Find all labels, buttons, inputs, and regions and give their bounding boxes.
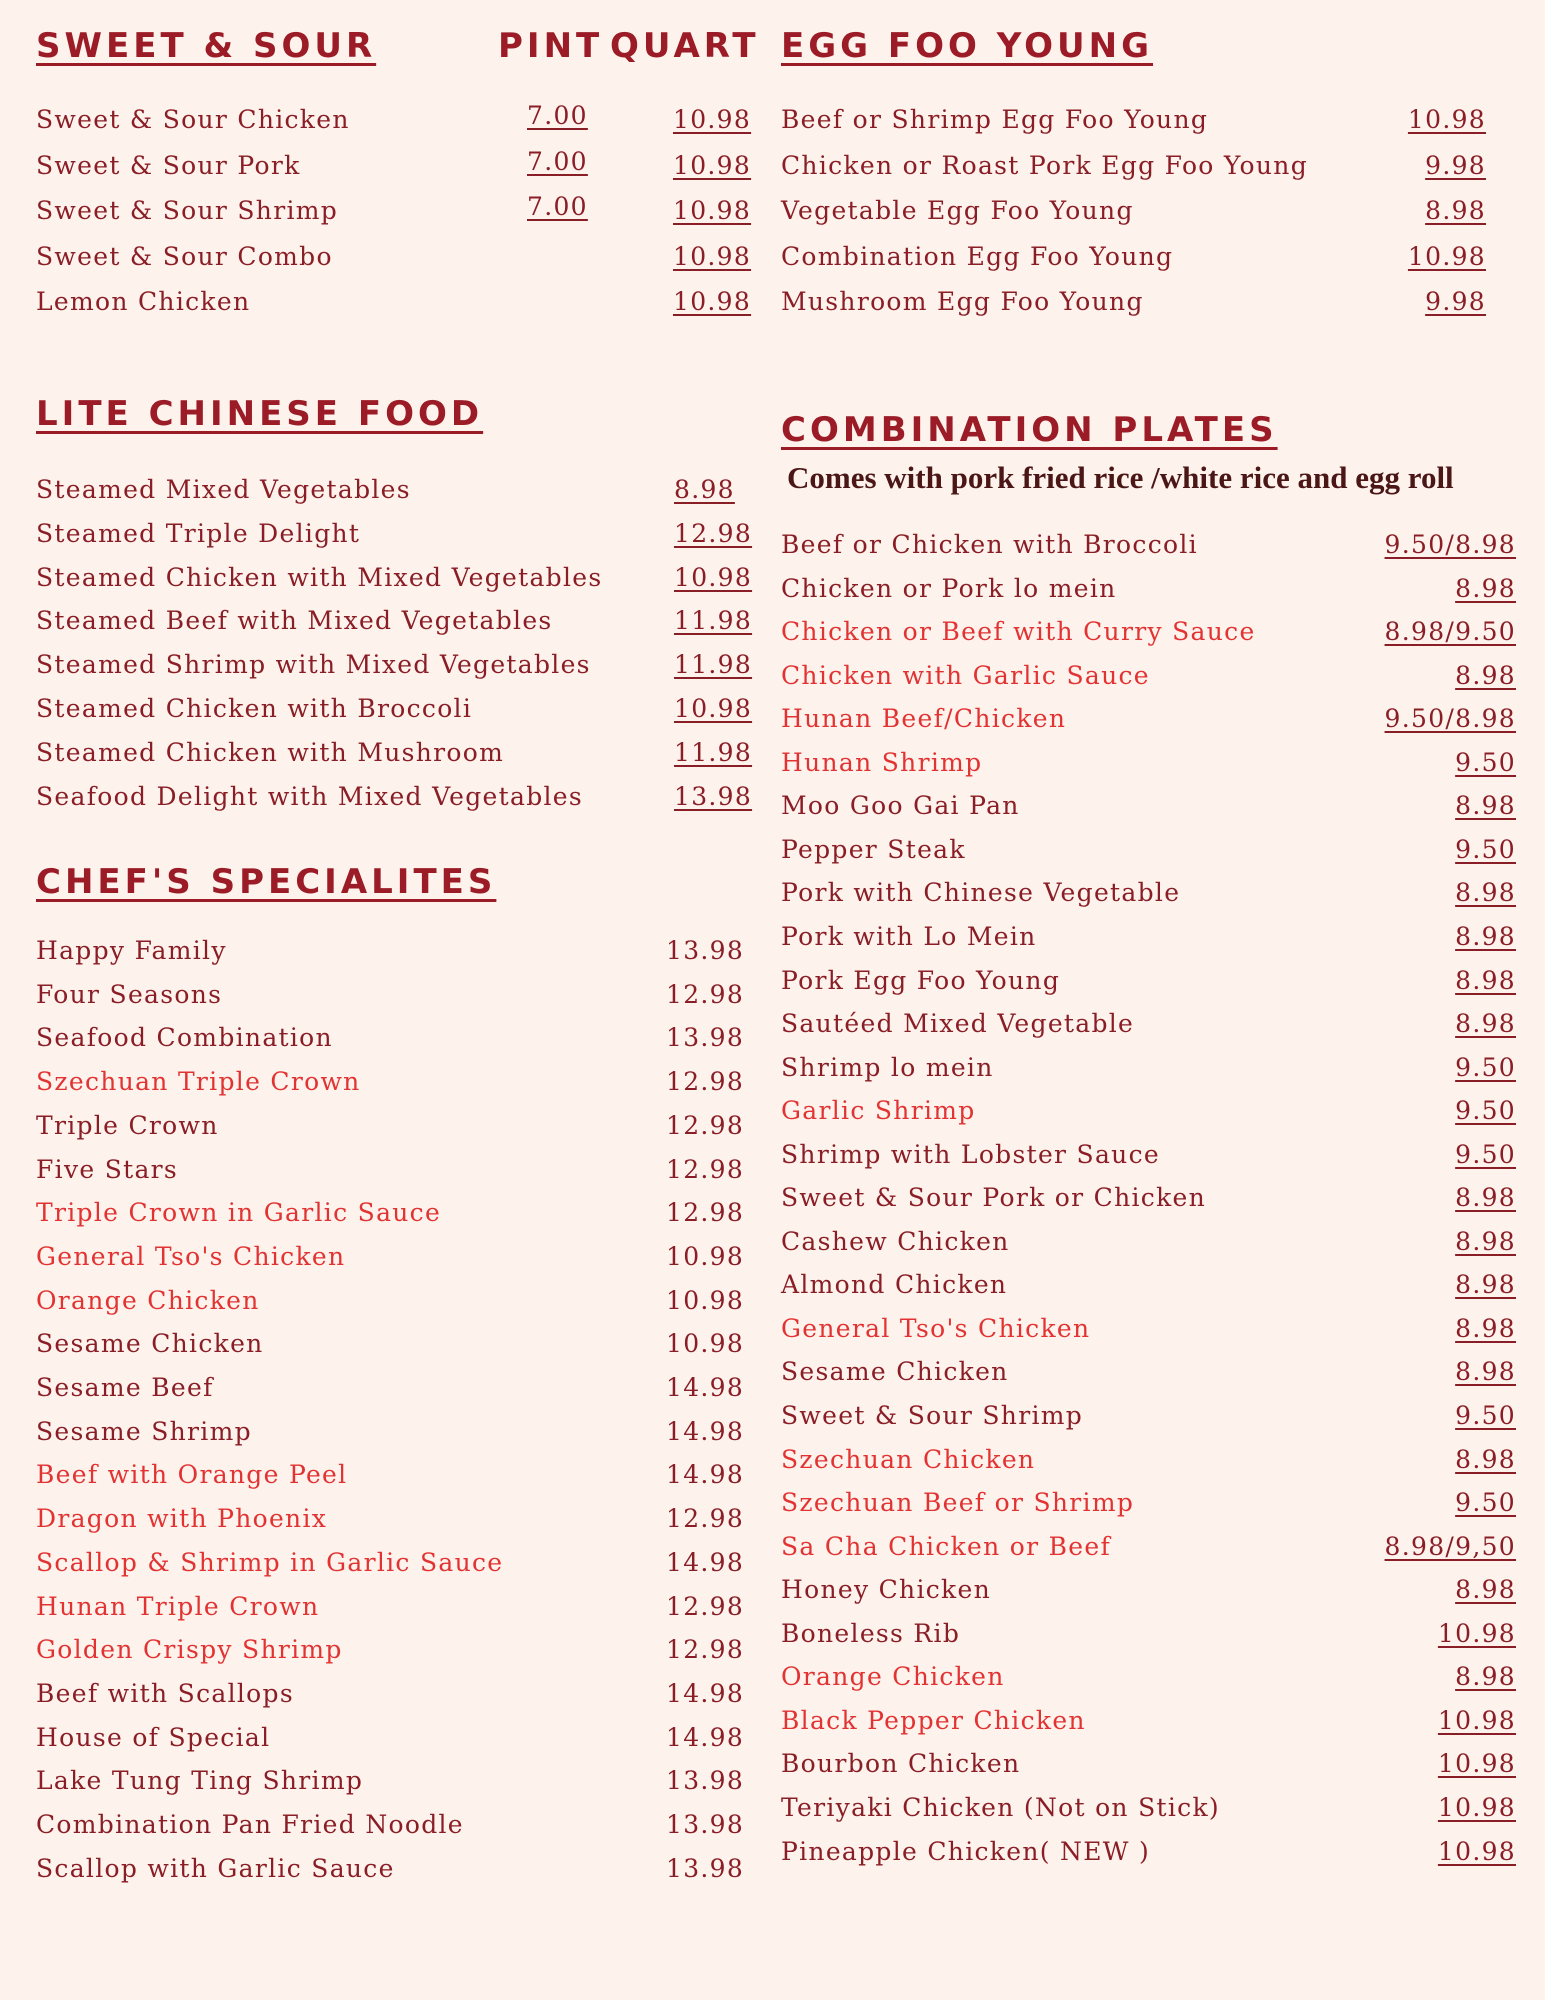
item-name: Steamed Chicken with Broccoli [36,694,473,723]
item-name: Garlic Shrimp [781,1096,976,1126]
menu-item-row [781,525,1516,565]
item-name: Hunan Triple Crown [36,1591,320,1621]
item-name: Mushroom Egg Foo Young [781,287,1144,316]
item-name: Steamed Beef with Mixed Vegetables [36,606,553,636]
item-name: Shrimp lo mein [781,1052,994,1082]
menu-item-row [36,282,756,322]
item-price: 9.50 [1455,1096,1516,1126]
item-name: Almond Chicken [781,1270,1008,1300]
item-price: 8.98 [1455,660,1516,690]
menu-item-row [781,1701,1516,1741]
menu-item-row [781,1527,1516,1567]
item-name: Steamed Chicken with Mushroom [36,737,505,767]
item-name: Sesame Shrimp [36,1416,252,1446]
menu-item-row [781,873,1516,913]
item-name: Szechuan Triple Crown [36,1067,361,1097]
menu-item-row [36,1368,756,1408]
item-name: Steamed Mixed Vegetables [36,475,411,504]
item-name: Cashew Chicken [781,1226,1010,1256]
menu-item-row [36,975,756,1015]
menu-item-row [781,1309,1516,1349]
item-name: Seafood Combination [36,1023,333,1053]
menu-item-row [36,1718,756,1758]
item-price: 8.98 [1455,573,1516,603]
item-price: 8.98 [1455,965,1516,995]
item-price: 8.98 [1455,878,1516,908]
item-name: Honey Chicken [781,1575,991,1605]
lite-chinese-food-title: LITE CHINESE FOOD [36,394,484,434]
item-name: Happy Family [36,936,227,965]
menu-item-row [781,1657,1516,1697]
menu-item-row [36,1761,756,1801]
item-name: Pork Egg Foo Young [781,965,1061,995]
menu-item-row [781,191,1486,231]
menu-item-row [36,1674,756,1714]
item-price: 8.98 [1455,1009,1516,1039]
menu-item-row [36,1281,756,1321]
item-price: 8.98 [1455,1270,1516,1300]
item-name: Combination Egg Foo Young [781,241,1174,271]
item-name: Pork with Chinese Vegetable [781,878,1181,908]
menu-item-row [36,146,756,186]
menu-item-row [36,1237,756,1277]
item-name: Sweet & Sour Shrimp [36,196,339,225]
item-price: 9.50/8.98 [1384,530,1516,559]
item-price: 8.98 [1455,1226,1516,1256]
item-name: Triple Crown [36,1110,219,1140]
item-name: Sa Cha Chicken or Beef [781,1531,1112,1561]
item-price: 14.98 [666,1722,745,1752]
menu-item-row [781,1483,1516,1523]
menu-item-row [781,1048,1516,1088]
menu-item-row [36,1324,756,1364]
item-name: Four Seasons [36,979,223,1009]
menu-item-row [36,733,756,773]
item-name: Sesame Chicken [36,1329,264,1359]
item-price: 10.98 [1407,105,1486,134]
menu-item-row [781,146,1486,186]
item-name: Beef with Scallops [36,1678,294,1708]
menu-item-row [36,1412,756,1452]
menu-item-row [36,1106,756,1146]
menu-item-row [781,1832,1516,1872]
item-price: 13.98 [666,1023,745,1053]
menu-item-row [36,1543,756,1583]
item-price: 8.98 [1455,791,1516,821]
menu-item-row [781,1614,1516,1654]
menu-item-row [781,1396,1516,1436]
item-name: Five Stars [36,1154,179,1184]
egg-foo-young-title: EGG FOO YOUNG [781,26,1154,66]
item-price: 9.50 [1455,1401,1516,1430]
item-price: 10.98 [666,1329,745,1359]
menu-item-row [781,237,1486,277]
menu-item-row [36,1455,756,1495]
menu-item-row [36,1849,756,1889]
item-price: 14.98 [666,1678,745,1708]
item-name: Sautéed Mixed Vegetable [781,1009,1135,1039]
item-name: Shrimp with Lobster Sauce [781,1139,1160,1169]
item-name: Sesame Chicken [781,1357,1009,1387]
item-name: Teriyaki Chicken (Not on Stick) [781,1792,1220,1822]
menu-item-row [781,1091,1516,1131]
menu-item-row [36,1150,756,1190]
menu-item-row [781,961,1516,1001]
item-price: 8.98 [1455,1357,1516,1387]
item-price: 14.98 [666,1416,745,1446]
item-price: 13.98 [666,936,745,965]
item-price: 13.98 [666,1810,745,1839]
item-name: Lake Tung Ting Shrimp [36,1766,364,1796]
menu-item-row [781,699,1516,739]
menu-item-row [781,569,1516,609]
item-price: 12.98 [666,1067,745,1097]
item-price: 10.98 [1437,1836,1516,1866]
item-name: Moo Goo Gai Pan [781,791,1020,821]
menu-item-row [36,1587,756,1627]
item-name: Pepper Steak [781,834,966,864]
item-name: Beef with Orange Peel [36,1460,348,1490]
item-name: Pork with Lo Mein [781,921,1037,951]
menu-item-row [781,743,1516,783]
item-name: Chicken or Roast Pork Egg Foo Young [781,150,1308,180]
item-name: Chicken or Beef with Curry Sauce [781,617,1256,647]
item-name: Orange Chicken [781,1662,1005,1692]
menu-item-row [781,1178,1516,1218]
item-price: 9.50 [1455,1139,1516,1169]
item-price: 8.98 [1455,1313,1516,1343]
item-name: Dragon with Phoenix [36,1504,328,1534]
item-price: 12.98 [666,1591,745,1621]
menu-item-row [781,830,1516,870]
menu-item-row [781,1004,1516,1044]
sweet-sour-title: SWEET & SOUR [36,26,377,66]
combination-plates-title: COMBINATION PLATES [781,410,1278,450]
item-price: 11.98 [674,650,753,680]
item-price: 12.98 [674,518,753,548]
item-name: General Tso's Chicken [36,1241,346,1271]
menu-item-row [36,237,756,277]
item-price: 10.98 [674,562,753,592]
pint-price: 7.00 [527,101,588,130]
item-price: 12.98 [666,1198,745,1228]
item-name: Seafood Delight with Mixed Vegetables [36,781,584,811]
item-name: Sweet & Sour Shrimp [781,1401,1084,1430]
item-name: Beef or Shrimp Egg Foo Young [781,105,1209,134]
item-price: 10.98 [1437,1618,1516,1648]
pint-price: 7.00 [527,146,588,176]
item-name: Boneless Rib [781,1618,961,1648]
item-price: 9.50 [1455,747,1516,777]
item-name: Hunan Beef/Chicken [781,704,1067,734]
item-price: 9.50 [1455,834,1516,864]
item-name: Hunan Shrimp [781,747,983,777]
item-name: Vegetable Egg Foo Young [781,196,1134,225]
item-price: 12.98 [666,1154,745,1184]
item-name: Pineapple Chicken( NEW ) [781,1836,1151,1866]
quart-price: 10.98 [673,105,752,134]
item-name: Sesame Beef [36,1373,214,1402]
item-price: 9.98 [1425,150,1486,180]
item-price: 8.98/9.50 [1384,617,1516,647]
menu-item-row [36,931,756,971]
menu-item-row [36,1630,756,1670]
pint-column-header: PINT [498,26,604,66]
item-price: 10.98 [1437,1749,1516,1779]
quart-price: 10.98 [673,150,752,180]
item-name: Orange Chicken [36,1285,260,1315]
item-name: Steamed Triple Delight [36,518,361,548]
item-name: Beef or Chicken with Broccoli [781,530,1198,559]
menu-item-row [36,100,756,140]
item-price: 10.98 [1437,1705,1516,1735]
menu-item-row [781,786,1516,826]
item-name: Sweet & Sour Combo [36,241,333,271]
menu-item-row [36,689,756,729]
item-name: Chicken with Garlic Sauce [781,660,1150,690]
item-price: 9.98 [1425,287,1486,316]
item-name: Szechuan Beef or Shrimp [781,1488,1135,1518]
menu-item-row [36,1062,756,1102]
item-price: 9.50/8.98 [1384,704,1516,734]
menu-item-row [36,514,756,554]
item-price: 10.98 [1407,241,1486,271]
item-price: 12.98 [666,979,745,1009]
item-price: 8.98 [1425,196,1486,225]
menu-item-row [781,917,1516,957]
item-price: 14.98 [666,1373,745,1402]
item-price: 13.98 [674,781,753,811]
item-price: 12.98 [666,1635,745,1665]
menu-item-row [781,1135,1516,1175]
item-name: Bourbon Chicken [781,1749,1021,1779]
menu-item-row [36,601,756,641]
item-price: 8.98 [674,475,735,504]
item-price: 13.98 [666,1766,745,1796]
item-name: Golden Crispy Shrimp [36,1635,343,1665]
quart-price: 10.98 [673,196,752,225]
item-name: Triple Crown in Garlic Sauce [36,1198,442,1228]
item-price: 8.98/9,50 [1384,1531,1516,1561]
item-price: 11.98 [674,737,753,767]
menu-item-row [781,282,1486,322]
combination-plates-subtitle: Comes with pork fried rice /white rice and egg roll [787,460,1454,495]
item-name: Szechuan Chicken [781,1444,1036,1474]
item-price: 8.98 [1455,1444,1516,1474]
item-price: 8.98 [1455,1575,1516,1605]
menu-item-row [781,1440,1516,1480]
item-price: 11.98 [674,606,753,636]
item-name: Sweet & Sour Pork [36,150,301,180]
menu-item-row [36,1193,756,1233]
menu-item-row [36,645,756,685]
item-name: Chicken or Pork lo mein [781,573,1117,603]
item-name: House of Special [36,1722,271,1752]
item-price: 8.98 [1455,921,1516,951]
menu-item-row [781,612,1516,652]
item-price: 12.98 [666,1504,745,1534]
item-name: Lemon Chicken [36,287,251,316]
menu-item-row [781,1744,1516,1784]
item-price: 10.98 [666,1285,745,1315]
item-price: 9.50 [1455,1052,1516,1082]
item-name: Scallop & Shrimp in Garlic Sauce [36,1547,504,1577]
quart-price: 10.98 [673,287,752,316]
menu-item-row [36,558,756,598]
item-price: 10.98 [666,1241,745,1271]
menu-item-row [781,1788,1516,1828]
menu-item-row [36,470,756,510]
item-price: 14.98 [666,1460,745,1490]
item-name: General Tso's Chicken [781,1313,1091,1343]
item-name: Sweet & Sour Chicken [36,105,350,134]
item-price: 8.98 [1455,1662,1516,1692]
item-name: Sweet & Sour Pork or Chicken [781,1183,1207,1213]
item-name: Steamed Chicken with Mixed Vegetables [36,562,603,592]
menu-item-row [36,1018,756,1058]
chefs-specialties-title: CHEF'S SPECIALITES [36,862,497,902]
menu-item-row [36,1499,756,1539]
menu-item-row [36,1805,756,1845]
item-name: Combination Pan Fried Noodle [36,1810,464,1839]
item-price: 14.98 [666,1547,745,1577]
item-name: Scallop with Garlic Sauce [36,1853,395,1883]
menu-item-row [781,656,1516,696]
item-price: 10.98 [674,694,753,723]
item-name: Steamed Shrimp with Mixed Vegetables [36,650,591,680]
item-price: 12.98 [666,1110,745,1140]
menu-item-row [781,1570,1516,1610]
menu-item-row [781,1352,1516,1392]
menu-item-row [781,100,1486,140]
menu-item-row [781,1222,1516,1262]
menu-item-row [781,1265,1516,1305]
quart-price: 10.98 [673,241,752,271]
quart-column-header: QUART [610,26,760,66]
item-price: 9.50 [1455,1488,1516,1518]
menu-item-row [36,191,756,231]
pint-price: 7.00 [527,192,588,221]
item-price: 10.98 [1437,1792,1516,1822]
item-name: Black Pepper Chicken [781,1705,1086,1735]
item-price: 13.98 [666,1853,745,1883]
menu-item-row [36,777,756,817]
item-price: 8.98 [1455,1183,1516,1213]
